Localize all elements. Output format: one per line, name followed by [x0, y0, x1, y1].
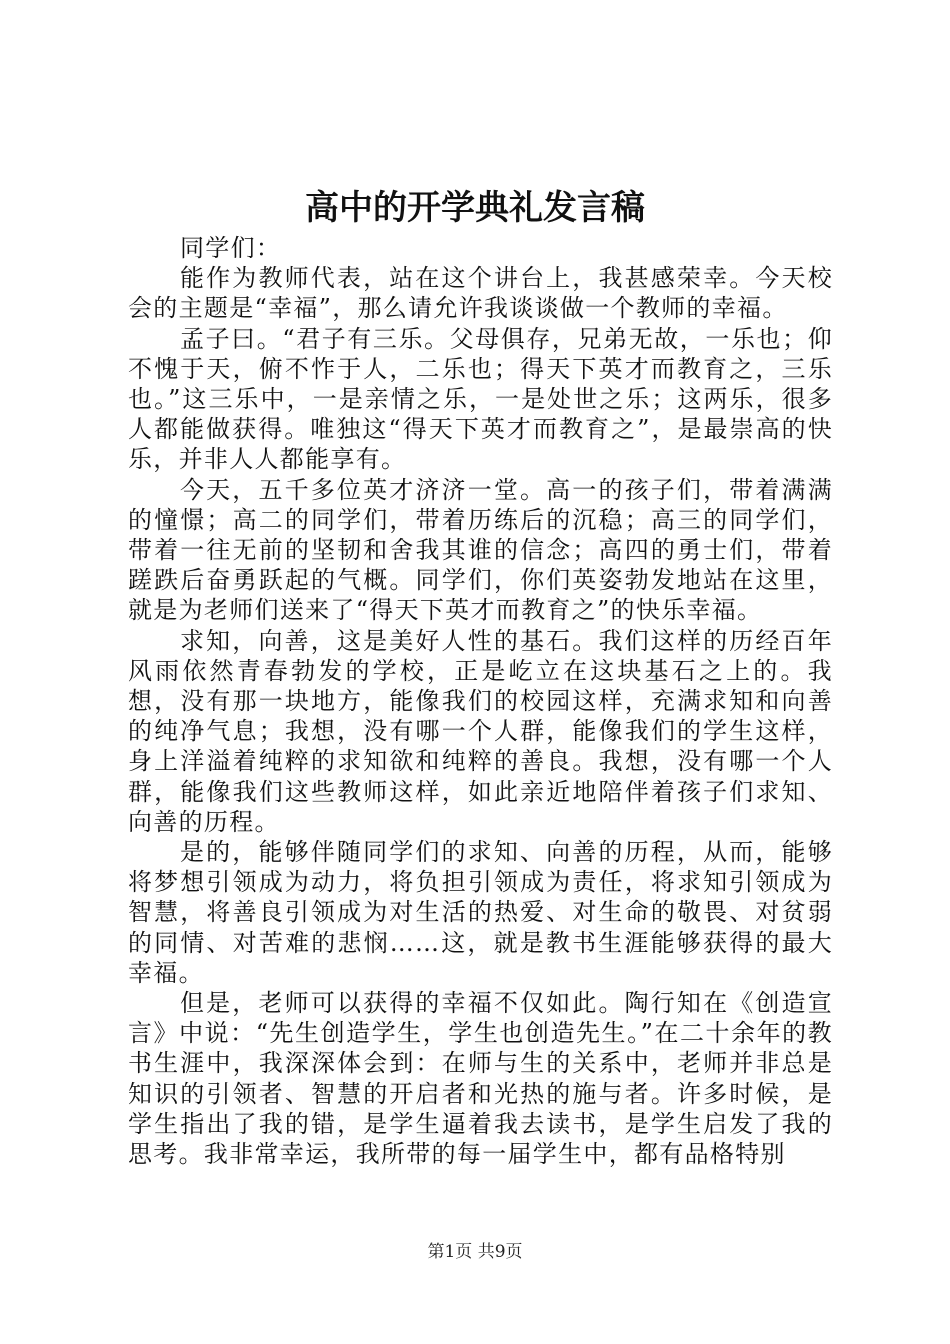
- paragraph-4: 求知，向善，这是美好人性的基石。我们这样的历经百年风雨依然青春勃发的学校，正是屹立在这块基石之上的。我想，没有那一块地方，能像我们的校园这样，充满求知和向善的纯净气息；我想，没有哪一个人群，能像我们的学生这样，身上洋溢着纯粹的求知欲和纯粹的善良。我想，没有哪一个人群，能像我们这些教师这样，如此亲近地陪伴着孩子们求知、向善的历程。: [128, 626, 833, 836]
- page-footer: 第1页 共9页: [427, 1242, 523, 1262]
- document-body: [128, 233, 833, 1169]
- document-title: 高中的开学典礼发言稿: [305, 188, 645, 228]
- paragraph-3: 今天，五千多位英才济济一堂。高一的孩子们，带着满满的憧憬；高二的同学们，带着历练后的沉稳；高三的同学们，带着一往无前的坚韧和舍我其谁的信念；高四的勇士们，带着蹉跌后奋勇跃起的气概。同学们，你们英姿勃发地站在这里，就是为老师们送来了“得天下英才而教育之”的快乐幸福。: [128, 475, 833, 625]
- paragraph-6: 但是，老师可以获得的幸福不仅如此。陶行知在《创造宣言》中说：“先生创造学生，学生也创造先生。”在二十余年的教书生涯中，我深深体会到：在师与生的关系中，老师并非总是知识的引领者、智慧的开启者和光热的施与者。许多时候，是学生指出了我的错，是学生逼着我去读书，是学生启发了我的思考。我非常幸运，我所带的每一届学生中，都有品格特别: [128, 989, 833, 1169]
- paragraph-1: 能作为教师代表，站在这个讲台上，我甚感荣幸。今天校会的主题是“幸福”，那么请允许我谈谈做一个教师的幸福。: [128, 264, 833, 323]
- paragraph-5: 是的，能够伴随同学们的求知、向善的历程，从而，能够将梦想引领成为动力，将负担引领成为责任，将求知引领成为智慧，将善良引领成为对生活的热爱、对生命的敬畏、对贫弱的同情、对苦难的悲悯……这，就是教书生涯能够获得的最大幸福。: [128, 838, 833, 987]
- greeting: 同学们：: [180, 234, 282, 262]
- paragraph-2: 孟子曰。“君子有三乐。父母俱存，兄弟无故，一乐也；仰不愧于天，俯不怍于人，二乐也；得天下英才而教育之，三乐也。”这三乐中，一是亲情之乐，一是处世之乐；这两乐，很多人都能做获得。唯独这“得天下英才而教育之”，是最崇高的快乐，并非人人都能享有。: [128, 324, 833, 474]
